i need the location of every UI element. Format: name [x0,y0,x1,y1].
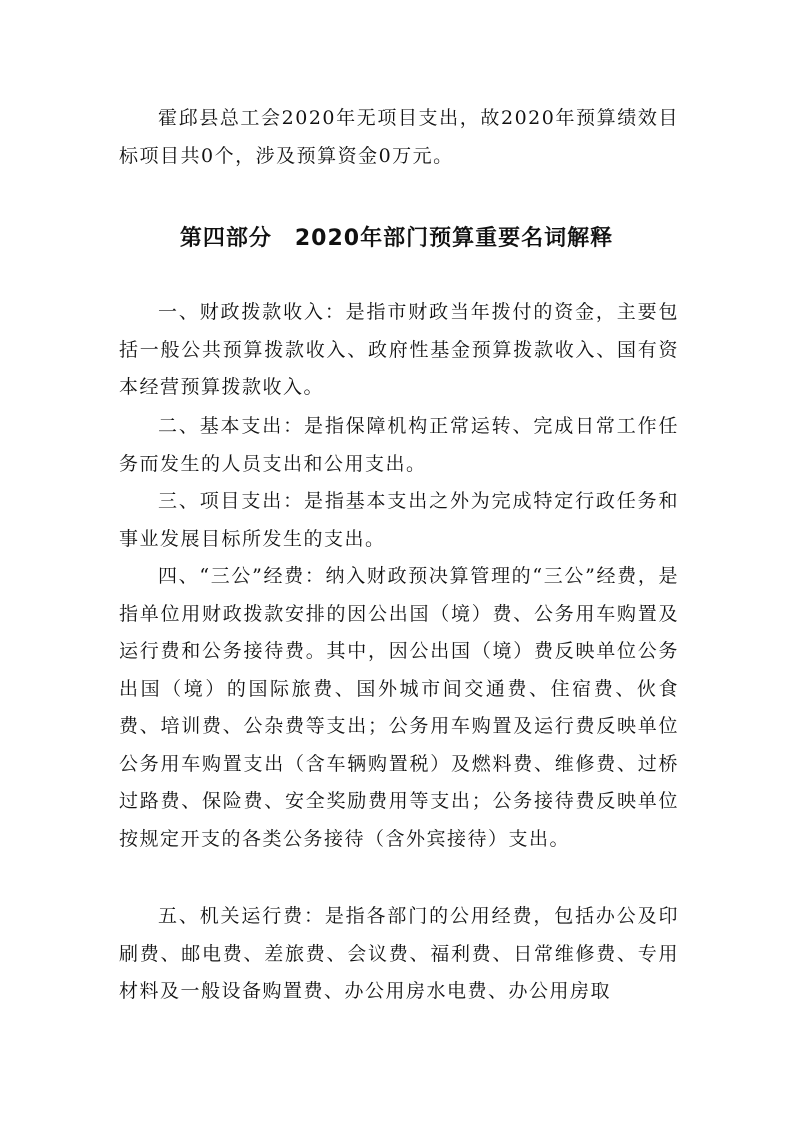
term-agency-operating-expenses: 五、机关运行费：是指各部门的公用经费，包括办公及印刷费、邮电费、差旅费、会议费、福利费、日常维修费、专用材料及一般设备购置费、办公用房水电费、办公用房取 [119,905,679,1002]
term-basic-expenditure: 二、基本支出：是指保障机构正常运转、完成日常工作任务而发生的人员支出和公用支出。 [119,415,679,475]
section-title: 第四部分 2020年部门预算重要名词解释 [179,226,614,251]
term-fiscal-appropriation-income: 一、财政拨款收入：是指市财政当年拨付的资金，主要包括一般公共预算拨款收入、政府性基金预算拨款收入、国有资本经营预算拨款收入。 [119,301,679,398]
intro-paragraph: 霍邱县总工会2020年无项目支出，故2020年预算绩效目标项目共0个，涉及预算资金0万元。 [119,107,679,167]
term-project-expenditure: 三、项目支出：是指基本支出之外为完成特定行政任务和事业发展目标所发生的支出。 [119,490,679,550]
term-three-public-expenses: 四、“三公”经费：纳入财政预决算管理的“三公”经费，是指单位用财政拨款安排的因公出国（境）费、公务用车购置及运行费和公务接待费。其中，因公出国（境）费反映单位公务出国（境）的国际旅费、国外城市间交通费、住宿费、伙食费、培训费、公杂费等支出；公务用车购置及运行费反映单位公务用车购置支出（含车辆购置税）及燃料费、维修费、过桥过路费、保险费、安全奖励费用等支出；公务接待费反映单位按规定开支的各类公务接待（含外宾接待）支出。 [119,565,679,850]
